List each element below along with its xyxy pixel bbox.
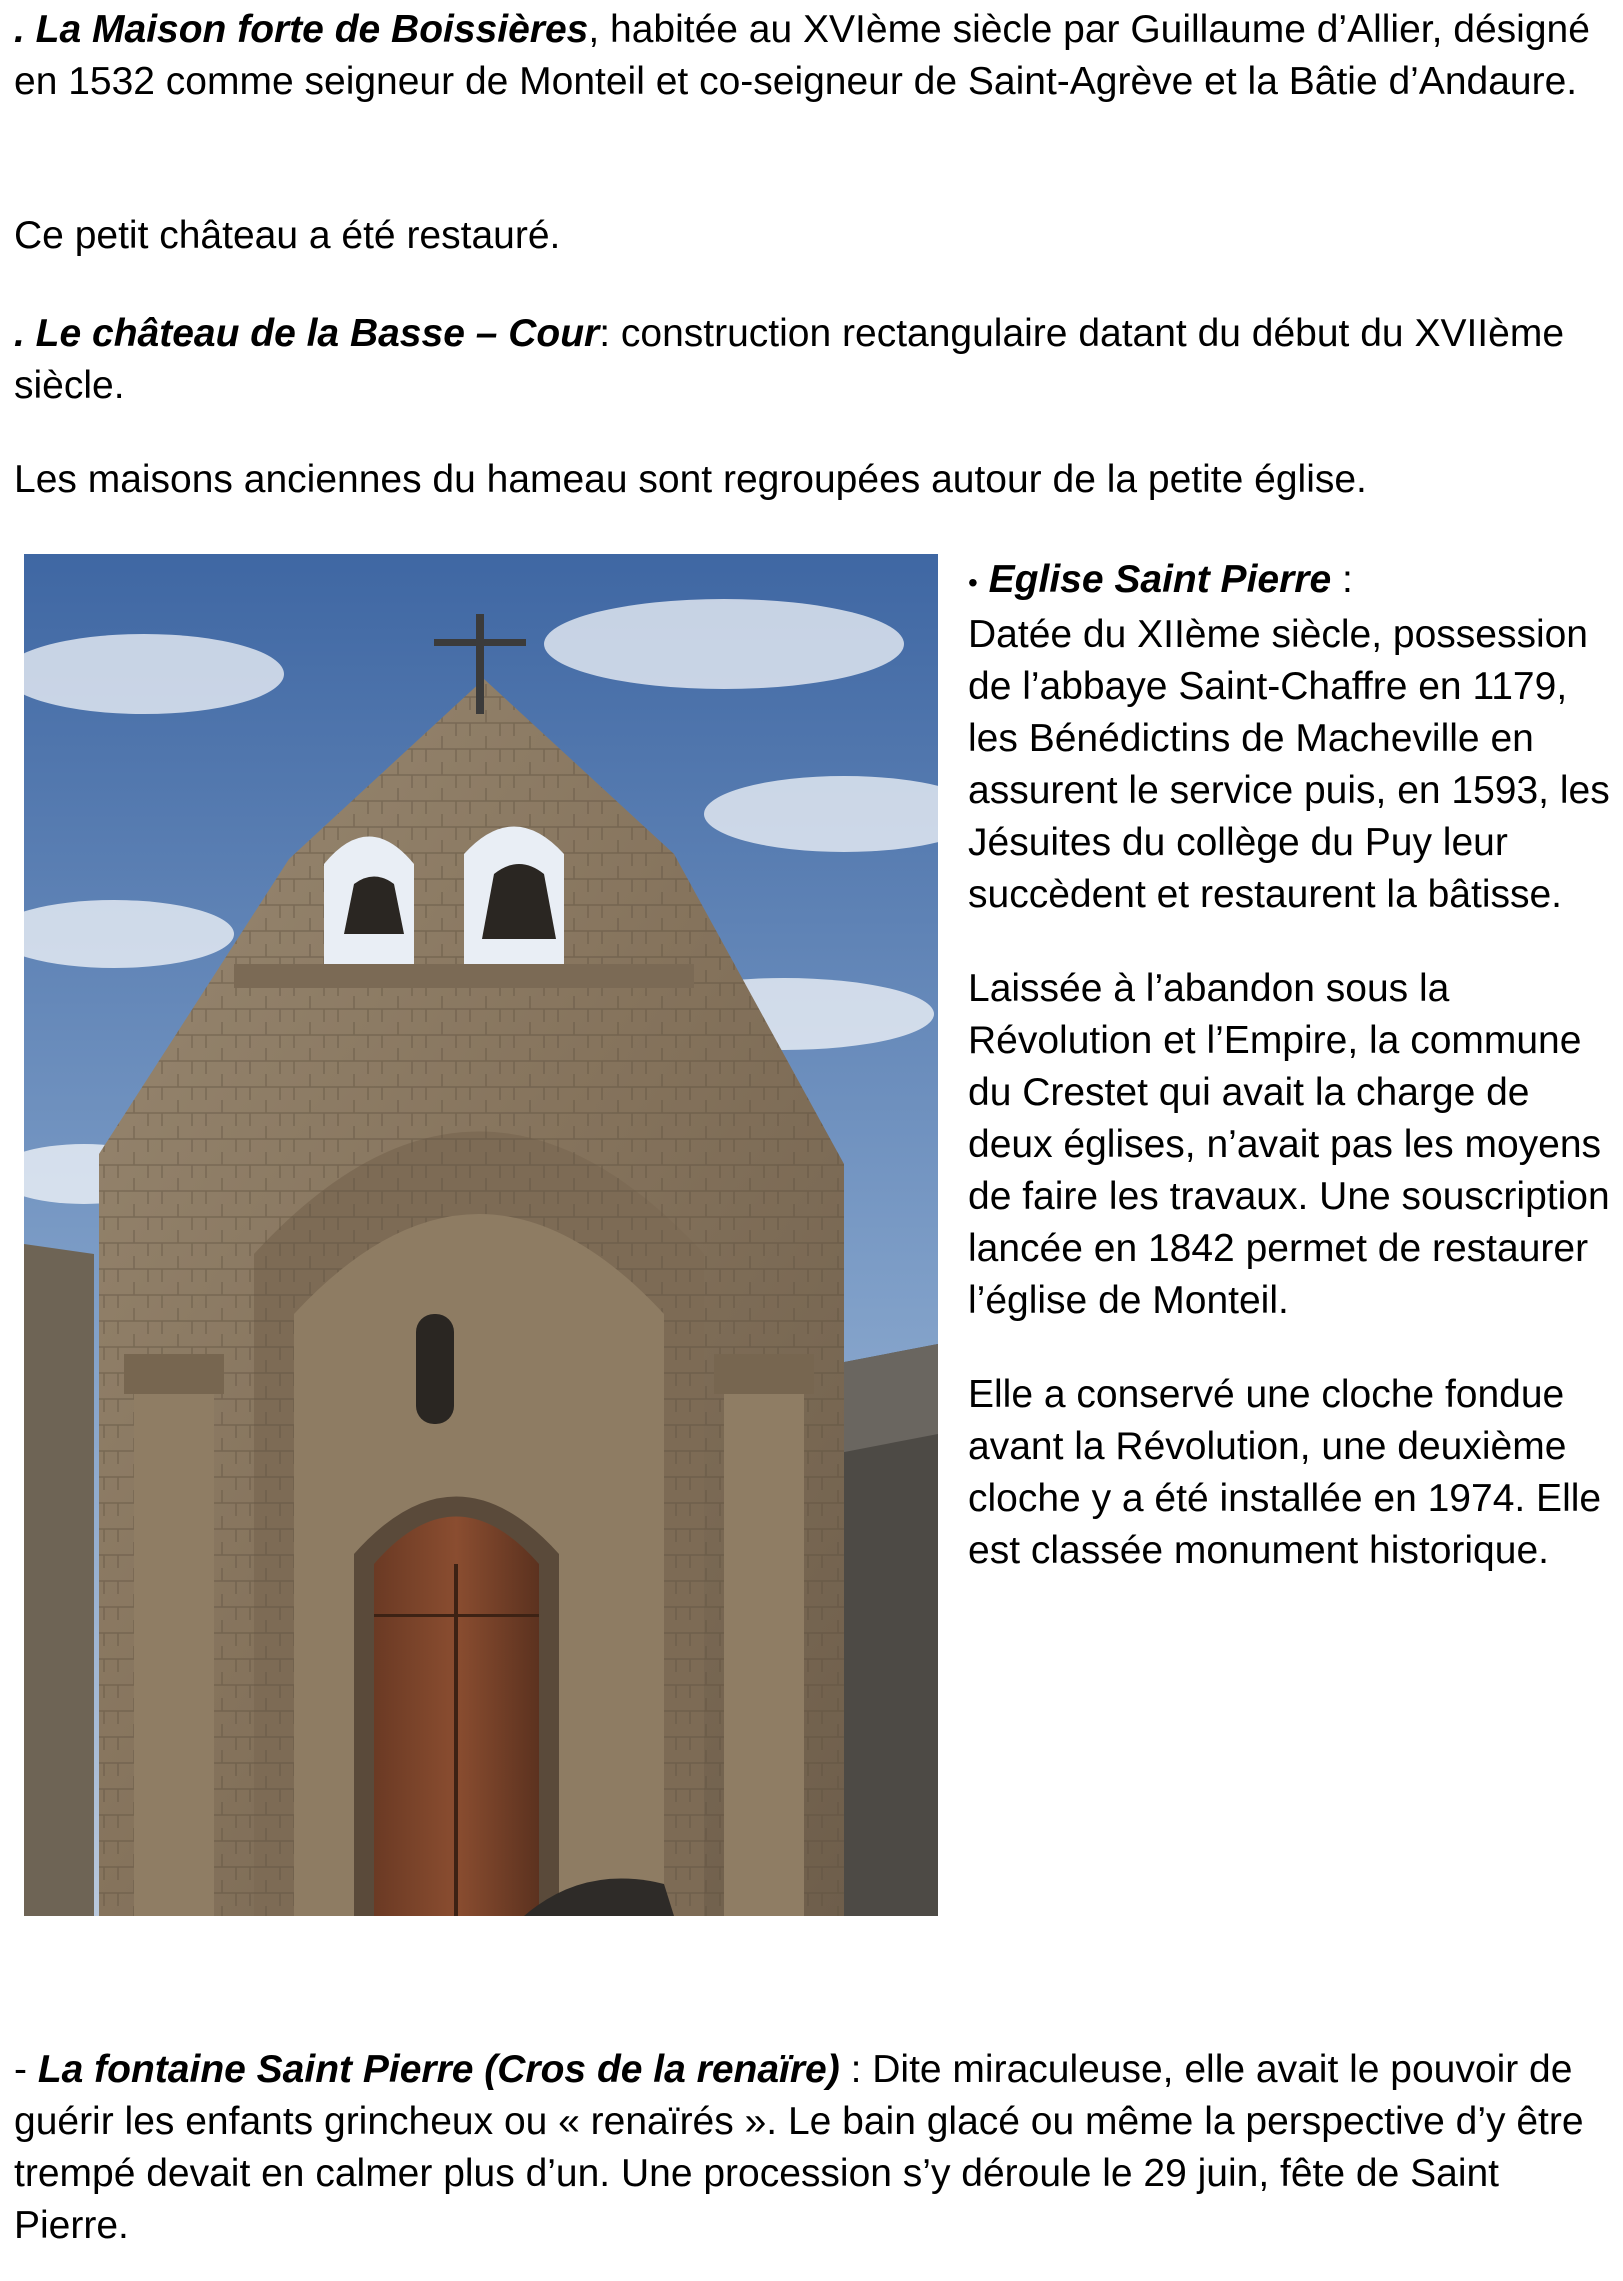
restauration-paragraph: Ce petit château a été restauré. bbox=[14, 214, 561, 257]
maison-forte-heading: . La Maison forte de Boissières bbox=[14, 8, 589, 51]
fontaine-text: : Dite miraculeuse, elle avait le pouvoir de guérir les enfants grincheux ou « renaïrés ». Le bain glacé ou même la perspective d’y être trempé devait en calmer plus d’un. Une procession s’y déroule le 29 juin, fête de Saint Pierre. bbox=[14, 2048, 1584, 2247]
maison-forte-text: , habitée au XVIème siècle par Guillaume d’Allier, désigné en 1532 comme seigneur de Monteil et co-seigneur de Saint-Agrève et la Bâtie d’Andaure. bbox=[14, 8, 1590, 103]
maisons-anciennes-paragraph: Les maisons anciennes du hameau sont regroupées autour de la petite église. bbox=[14, 458, 1367, 501]
chateau-basse-cour-paragraph bbox=[14, 308, 1614, 412]
eglise-title: Eglise Saint Pierre bbox=[988, 558, 1332, 601]
chateau-basse-cour-heading: . Le château de la Basse – Cour bbox=[14, 312, 600, 355]
fontaine-heading: La fontaine Saint Pierre (Cros de la renaïre) bbox=[37, 2048, 840, 2091]
fontaine-paragraph bbox=[14, 2044, 1614, 2252]
eglise-title-suffix: : bbox=[1331, 558, 1353, 601]
fontaine-prefix: - bbox=[14, 2048, 38, 2091]
eglise-paragraph-1: Datée du XIIème siècle, possession de l’abbaye Saint-Chaffre en 1179, les Bénédictins de Macheville en assurent le service puis, en 1593, les Jésuites du collège du Puy leur succèdent et restaurent la bâtisse. bbox=[968, 613, 1610, 916]
bullet-icon: • bbox=[968, 567, 978, 598]
chateau-basse-cour-text: : construction rectangulaire datant du début du XVIIème siècle. bbox=[14, 312, 1565, 407]
eglise-saint-pierre-photo bbox=[24, 554, 938, 1916]
eglise-heading-line bbox=[968, 554, 1618, 609]
eglise-description bbox=[968, 554, 1618, 1577]
eglise-paragraph-2: Laissée à l’abandon sous la Révolution et l’Empire, la commune du Crestet qui avait la charge de deux églises, n’avait pas les moyens de faire les travaux. Une souscription lancée en 1842 permet de restaurer l’église de Monteil. bbox=[968, 967, 1610, 1322]
maison-forte-paragraph bbox=[14, 4, 1614, 108]
eglise-paragraph-3: Elle a conservé une cloche fondue avant la Révolution, une deuxième cloche y a été installée en 1974. Elle est classée monument historique. bbox=[968, 1373, 1602, 1572]
